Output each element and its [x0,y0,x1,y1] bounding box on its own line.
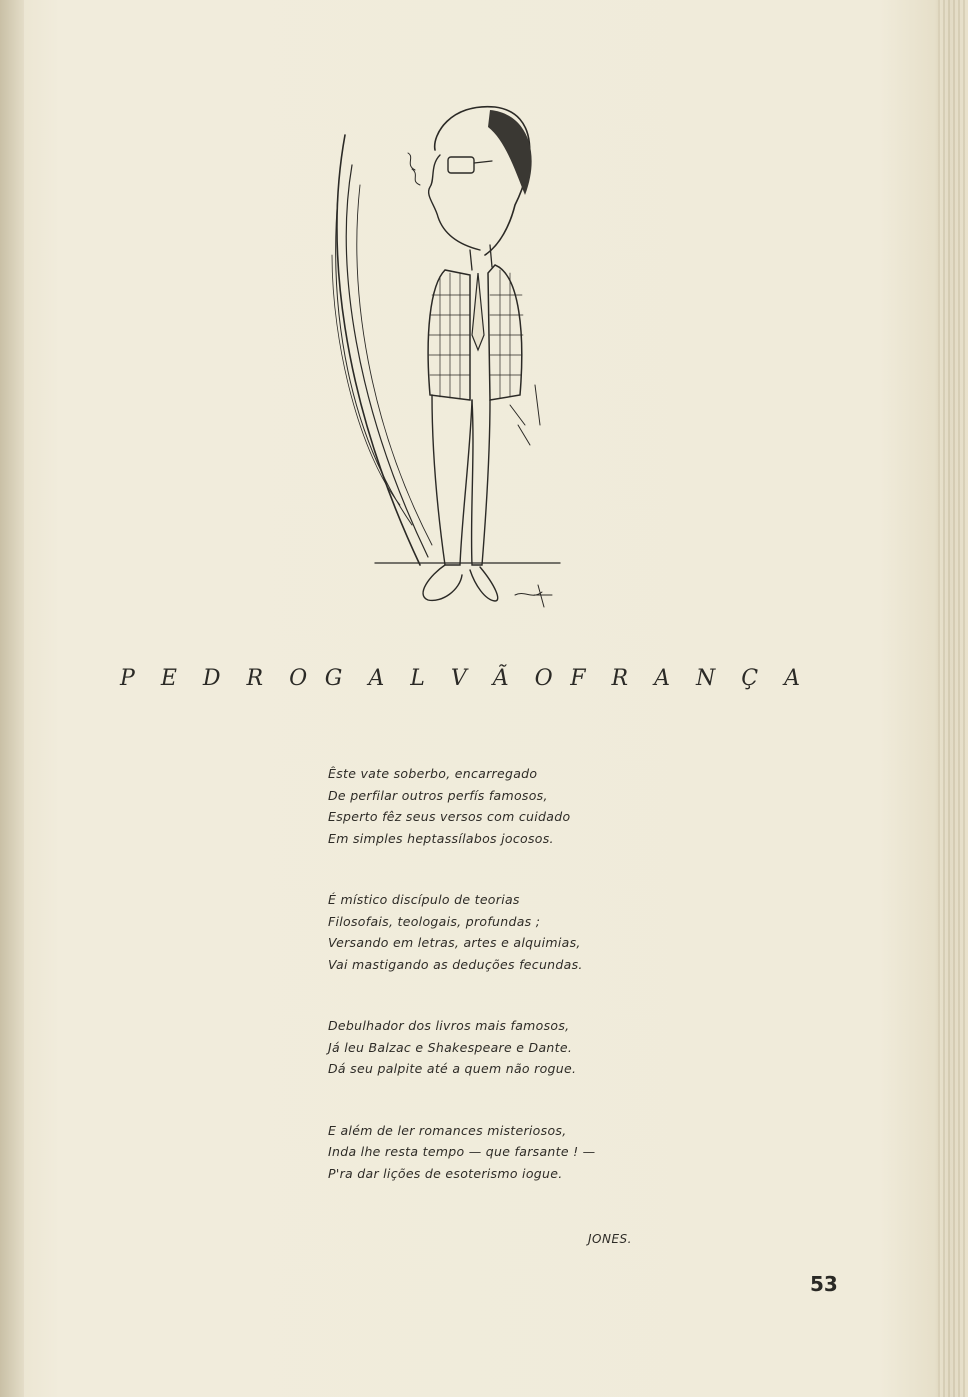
title-letter: A [784,666,800,691]
page-spine-shadow [0,0,24,1397]
title-letter: Ç [741,666,759,691]
poem-line: P'ra dar lições de esoterismo iogue. [328,1165,563,1181]
poem-line: Inda lhe resta tempo — que farsante ! — [328,1144,596,1159]
poem-line: Filosofais, teologais, profundas ; [328,913,541,929]
poem-line: É místico discípulo de teorias [328,892,520,907]
poem-line: Dá seu palpite até a quem não rogue. [328,1061,577,1076]
poem-line: Já leu Balzac e Shakespeare e Dante. [328,1039,573,1055]
page-number: 53 [810,1272,838,1296]
poem-line: Esperto fêz seus versos com cuidado [328,809,571,824]
title-letter: G [324,666,343,691]
title-letter: F [570,666,586,691]
title-letter: E [160,666,177,691]
title-letter: P [120,666,135,691]
caricature-illustration [320,95,570,620]
title-letter: O [289,666,308,691]
title-letter: A [654,666,670,691]
title-letter: L [410,666,425,691]
title-letter: R [246,666,264,691]
title-letter: N [696,666,716,691]
title-letter: V [450,666,467,691]
title-letter: R [611,666,629,691]
poem-stanza-1 [328,763,648,849]
title-name [120,666,800,691]
poem-stanza-3 [328,1015,648,1080]
poem-line: Em simples heptassílabos jocosos. [328,830,554,846]
poem-line: Versando em letras, artes e alquimias, [328,935,581,950]
poem-line: Êste vate soberbo, encarregado [328,766,538,781]
title-letter: A [368,666,385,691]
title-letter: D [202,666,221,691]
poem-stanza-2 [328,889,648,975]
poem-line: E além de ler romances misteriosos, [328,1122,567,1138]
title-word-2 [325,666,553,691]
title-letter: O [534,666,553,691]
author-signature: JONES. [588,1232,632,1246]
title-word-3 [570,666,800,691]
poem-line: Vai mastigando as deduções fecundas. [328,956,583,972]
poem-line: De perfilar outros perfís famosos, [328,787,548,803]
title-letter: Ã [492,666,509,691]
poem-stanza-4 [328,1120,648,1185]
poem [328,763,648,1224]
page-edges [938,0,968,1397]
title-word-1 [120,666,307,691]
poem-line: Debulhador dos livros mais famosos, [328,1018,570,1033]
